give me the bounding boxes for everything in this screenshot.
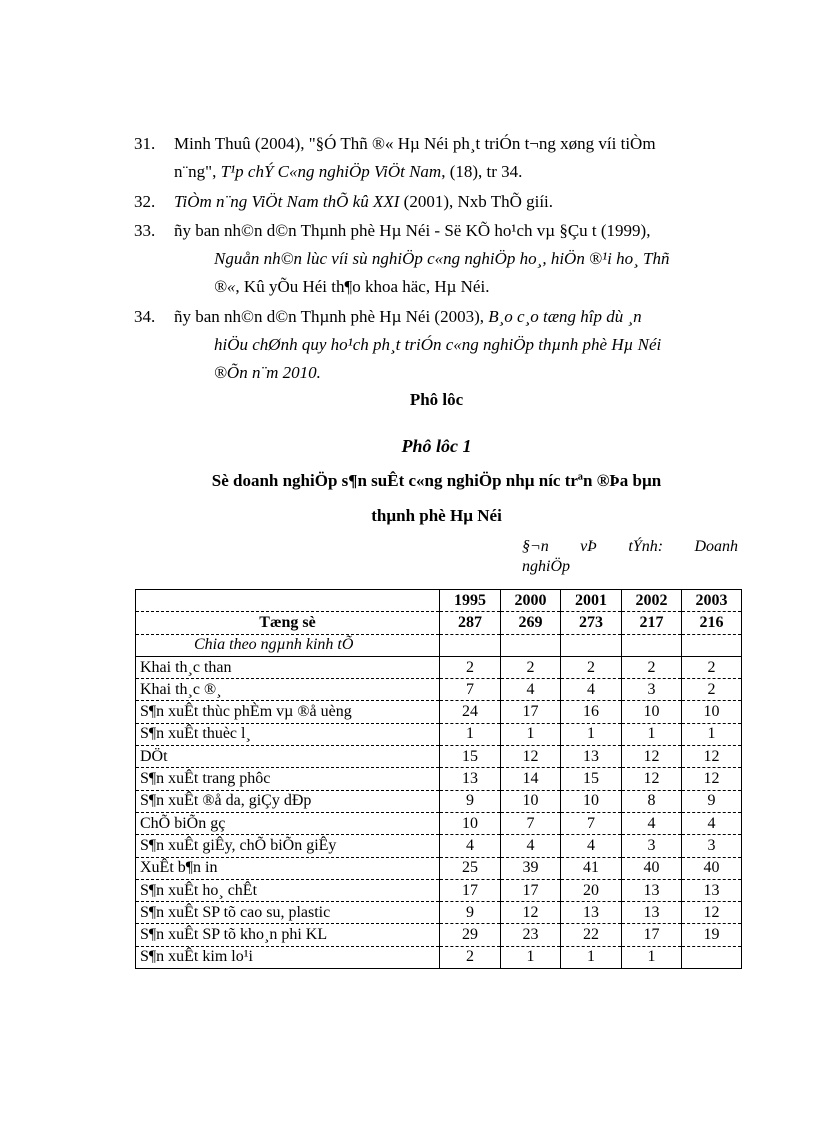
- row-value: 29: [440, 924, 501, 946]
- row-label: S¶n xuÊt ho¸ chÊt: [136, 879, 440, 901]
- year-header: 2000: [501, 590, 561, 612]
- reference-number: 32.: [134, 192, 156, 211]
- total-value: 217: [622, 612, 682, 634]
- row-value: 40: [682, 857, 742, 879]
- row-label: DÖt: [136, 746, 440, 768]
- table-row: [136, 924, 742, 946]
- year-header: 1995: [440, 590, 501, 612]
- row-value: 4: [682, 812, 742, 834]
- total-value: 287: [440, 612, 501, 634]
- table-row: [136, 812, 742, 834]
- row-label: XuÊt b¶n in: [136, 857, 440, 879]
- row-value: 7: [501, 812, 561, 834]
- row-value: 2: [440, 656, 501, 678]
- row-value: 15: [561, 768, 622, 790]
- row-value: [682, 946, 742, 968]
- row-value: 10: [682, 701, 742, 723]
- reference-line: ñy ban nh©n d©n Thµnh phè Hµ Néi - Së KÕ ho¹ch vµ §Çu t (1999),: [174, 221, 651, 240]
- row-value: 1: [501, 723, 561, 745]
- row-value: 7: [440, 679, 501, 701]
- reference-number: 34.: [134, 307, 156, 326]
- row-value: 4: [622, 812, 682, 834]
- row-value: 1: [622, 723, 682, 745]
- unit-label: §¬n vÞ tÝnh: Doanh: [522, 538, 738, 555]
- row-value: 2: [561, 656, 622, 678]
- year-header: 2002: [622, 590, 682, 612]
- year-header: 2003: [682, 590, 742, 612]
- row-value: 3: [622, 679, 682, 701]
- reference-line: hiÖu chØnh quy ho¹ch ph¸t triÓn c«ng nghiÖp thµnh phè Hµ Néi: [214, 335, 662, 354]
- row-value: 2: [501, 656, 561, 678]
- subheader-row: [136, 634, 742, 656]
- unit-label-line2: nghiÖp: [522, 558, 570, 575]
- row-value: 13: [622, 879, 682, 901]
- row-value: 13: [440, 768, 501, 790]
- row-value: 12: [622, 746, 682, 768]
- row-value: 1: [622, 946, 682, 968]
- appendix-title: Phô lôc: [409, 390, 464, 409]
- row-value: 1: [440, 723, 501, 745]
- reference-line: ñy ban nh©n d©n Thµnh phè Hµ Néi (2003), B¸o c¸o tæng hîp dù ¸n: [174, 307, 642, 326]
- row-value: 16: [561, 701, 622, 723]
- row-value: 40: [622, 857, 682, 879]
- total-value: 269: [501, 612, 561, 634]
- row-value: 2: [682, 679, 742, 701]
- row-label: S¶n xuÊt giÊy, chÕ biÕn giÊy: [136, 835, 440, 857]
- header-corner: [136, 590, 440, 612]
- row-value: 12: [622, 768, 682, 790]
- table-title: Sè doanh nghiÖp s¶n suÊt c«ng nghiÖp nhµ níc trªn ®Þa bµn: [211, 471, 662, 490]
- row-value: 7: [561, 812, 622, 834]
- row-value: 4: [501, 679, 561, 701]
- row-value: 15: [440, 746, 501, 768]
- reference-number: 33.: [134, 221, 156, 240]
- reference-number: 31.: [134, 134, 156, 153]
- row-value: 4: [561, 679, 622, 701]
- row-value: 13: [561, 746, 622, 768]
- total-value: 216: [682, 612, 742, 634]
- total-row: [136, 612, 742, 634]
- row-value: 4: [501, 835, 561, 857]
- reference-line: ®Õn n¨m 2010.: [214, 363, 321, 382]
- row-value: 4: [561, 835, 622, 857]
- table-row: [136, 879, 742, 901]
- total-label: Tæng sè: [136, 612, 440, 634]
- row-value: 17: [501, 701, 561, 723]
- table-row: [136, 835, 742, 857]
- subheader-label: Chia theo ngµnh kinh tÕ: [136, 634, 440, 656]
- reference-line: Minh Thuû (2004), "§Ó Thñ ®« Hµ Néi ph¸t triÓn t¬ng xøng víi tiÒm: [174, 134, 656, 153]
- row-value: 4: [440, 835, 501, 857]
- row-value: 14: [501, 768, 561, 790]
- row-label: S¶n xuÊt kim lo¹i: [136, 946, 440, 968]
- reference-line: Nguån nh©n lùc víi sù nghiÖp c«ng nghiÖp ho¸, hiÖn ®¹i ho¸ Thñ: [214, 249, 670, 268]
- reference-line: ®«, Kû yÕu Héi th¶o khoa häc, Hµ Néi.: [214, 277, 490, 296]
- row-value: 17: [622, 924, 682, 946]
- reference-line: TiÒm n¨ng ViÖt Nam thÕ kû XXI (2001), Nxb ThÕ giíi.: [174, 192, 554, 211]
- row-value: 3: [682, 835, 742, 857]
- table-row: [136, 857, 742, 879]
- table-row: [136, 946, 742, 968]
- row-value: 13: [682, 879, 742, 901]
- row-value: 12: [682, 768, 742, 790]
- reference-31: [134, 130, 739, 186]
- row-value: 17: [501, 879, 561, 901]
- row-value: 3: [622, 835, 682, 857]
- total-value: 273: [561, 612, 622, 634]
- year-header: 2001: [561, 590, 622, 612]
- appendix-subtitle: Phô lôc 1: [401, 436, 472, 456]
- row-value: 1: [682, 723, 742, 745]
- row-label: S¶n xuÊt thùc phÈm vµ ®å uèng: [136, 701, 440, 723]
- reference-34: [134, 303, 739, 387]
- row-value: 39: [501, 857, 561, 879]
- row-label: S¶n xuÊt trang phôc: [136, 768, 440, 790]
- row-value: 20: [561, 879, 622, 901]
- row-value: 25: [440, 857, 501, 879]
- row-value: 10: [561, 790, 622, 812]
- row-value: 24: [440, 701, 501, 723]
- row-value: 19: [682, 924, 742, 946]
- table-row: [136, 768, 742, 790]
- row-label: Khai th¸c than: [136, 656, 440, 678]
- enterprise-count-table: [135, 589, 742, 969]
- row-value: 12: [682, 902, 742, 924]
- row-value: 10: [440, 812, 501, 834]
- table-header-row: [136, 590, 742, 612]
- table-row: [136, 723, 742, 745]
- row-value: 23: [501, 924, 561, 946]
- table-row: [136, 746, 742, 768]
- reference-32: [134, 188, 739, 216]
- row-value: 8: [622, 790, 682, 812]
- table-row: [136, 656, 742, 678]
- row-value: 10: [622, 701, 682, 723]
- row-value: 1: [561, 723, 622, 745]
- row-label: Khai th¸c ®¸: [136, 679, 440, 701]
- row-label: ChÕ biÕn gç: [136, 812, 440, 834]
- row-value: 13: [561, 902, 622, 924]
- row-value: 2: [622, 656, 682, 678]
- table-row: [136, 701, 742, 723]
- row-value: 9: [440, 790, 501, 812]
- row-value: 12: [501, 746, 561, 768]
- row-label: S¶n xuÊt SP tõ kho¸n phi KL: [136, 924, 440, 946]
- table-title-line2: thµnh phè Hµ Néi: [371, 506, 502, 525]
- row-value: 2: [440, 946, 501, 968]
- table-row: [136, 902, 742, 924]
- row-value: 1: [501, 946, 561, 968]
- row-value: 9: [682, 790, 742, 812]
- reference-33: [134, 217, 739, 301]
- row-value: 2: [682, 656, 742, 678]
- row-value: 10: [501, 790, 561, 812]
- row-value: 12: [682, 746, 742, 768]
- row-value: 12: [501, 902, 561, 924]
- row-value: 1: [561, 946, 622, 968]
- row-value: 13: [622, 902, 682, 924]
- reference-line: n¨ng", T¹p chÝ C«ng nghiÖp ViÖt Nam, (18), tr 34.: [174, 162, 523, 181]
- row-label: S¶n xuÊt ®å da, giÇy dÐp: [136, 790, 440, 812]
- row-value: 41: [561, 857, 622, 879]
- row-value: 9: [440, 902, 501, 924]
- table-row: [136, 679, 742, 701]
- row-value: 22: [561, 924, 622, 946]
- row-label: S¶n xuÊt SP tõ cao su, plastic: [136, 902, 440, 924]
- row-value: 17: [440, 879, 501, 901]
- table-row: [136, 790, 742, 812]
- row-label: S¶n xuÊt thuèc l¸: [136, 723, 440, 745]
